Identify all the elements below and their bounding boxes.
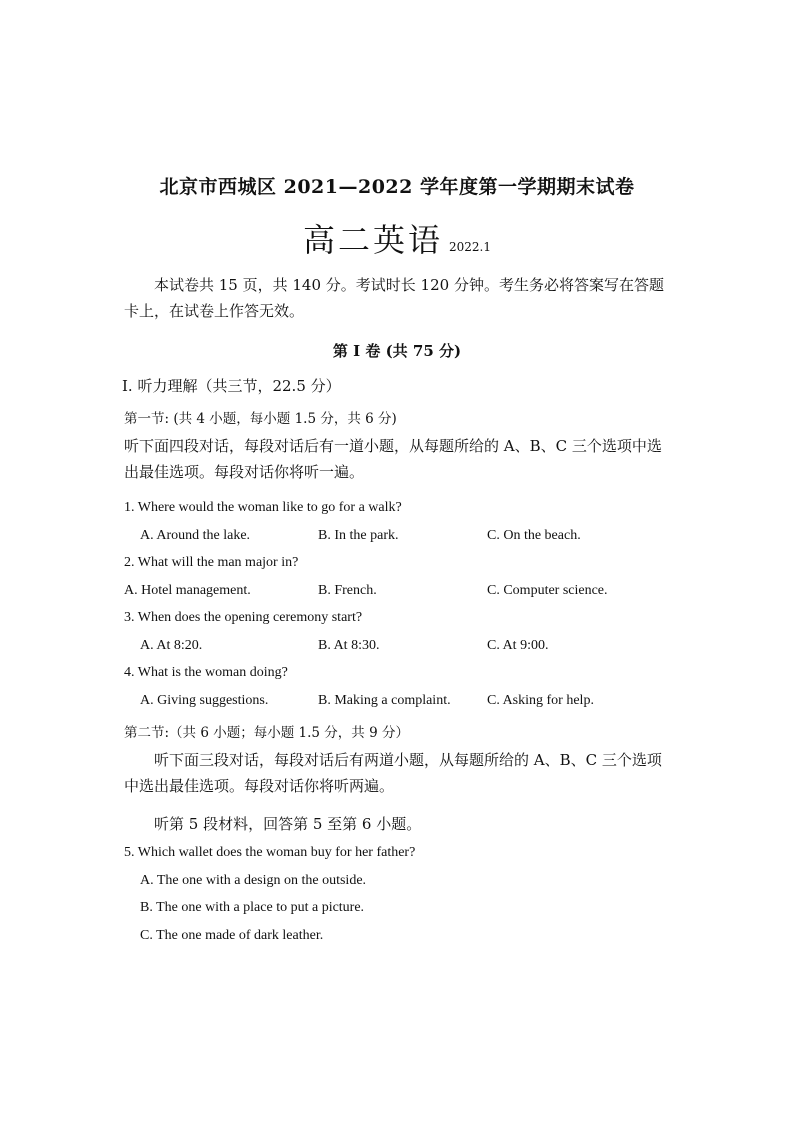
q5-option-c: C. The one made of dark leather. [140,928,324,943]
subject-heading [0,215,794,261]
question-2: 2. What will the man major in? [124,555,299,570]
q3-option-c: C. At 9:00. [487,638,549,653]
section2-heading: 第二节:（共 6 小题；每小题 1.5 分，共 9 分） [124,725,409,741]
q4-option-a: A. Giving suggestions. [140,693,269,708]
q5-option-b: B. The one with a place to put a picture. [140,900,365,915]
question-1: 1. Where would the woman like to go for a walk? [124,500,402,515]
q1-option-b: B. In the park. [318,528,399,543]
q1-option-a: A. Around the lake. [140,528,251,543]
part-heading: I. 听力理解（共三节，22.5 分） [122,377,341,395]
section2-instructions: 听下面三段对话，每段对话后有两道小题，从每题所给的 A、B、C 三个选项中选出最佳选项。每段对话你将听两遍。 [124,751,662,795]
question-4: 4. What is the woman doing? [124,665,288,680]
section1-heading: 第一节: (共 4 小题，每小题 1.5 分，共 6 分) [124,411,397,427]
subject-name: 高二英语 [302,221,443,259]
q2-option-b: B. French. [318,583,377,598]
question-3: 3. When does the opening ceremony start? [124,610,363,625]
q1-option-c: C. On the beach. [487,528,581,543]
q4-option-c: C. Asking for help. [487,693,594,708]
q2-option-a: A. Hotel management. [124,583,251,598]
volume-heading: 第 I 卷 (共 75 分) [332,342,462,360]
section1-instructions: 听下面四段对话，每段对话后有一道小题，从每题所给的 A、B、C 三个选项中选出最佳选项。每段对话你将听一遍。 [124,437,662,481]
q2-option-c: C. Computer science. [487,583,608,598]
q3-option-b: B. At 8:30. [318,638,380,653]
q4-option-b: B. Making a complaint. [318,693,451,708]
exam-title: 北京市西城区 2021—2022 学年度第一学期期末试卷 [159,176,635,198]
exam-instructions: 本试卷共 15 页，共 140 分。考试时长 120 分钟。考生务必将答案写在答题卡上，在试卷上作答无效。 [124,276,664,320]
exam-date: 2022.1 [449,240,491,254]
material-5-instruction: 听第 5 段材料，回答第 5 至第 6 小题。 [154,815,422,833]
q3-option-a: A. At 8:20. [140,638,203,653]
q5-option-a: A. The one with a design on the outside. [140,873,367,888]
question-5: 5. Which wallet does the woman buy for her father? [124,845,416,860]
